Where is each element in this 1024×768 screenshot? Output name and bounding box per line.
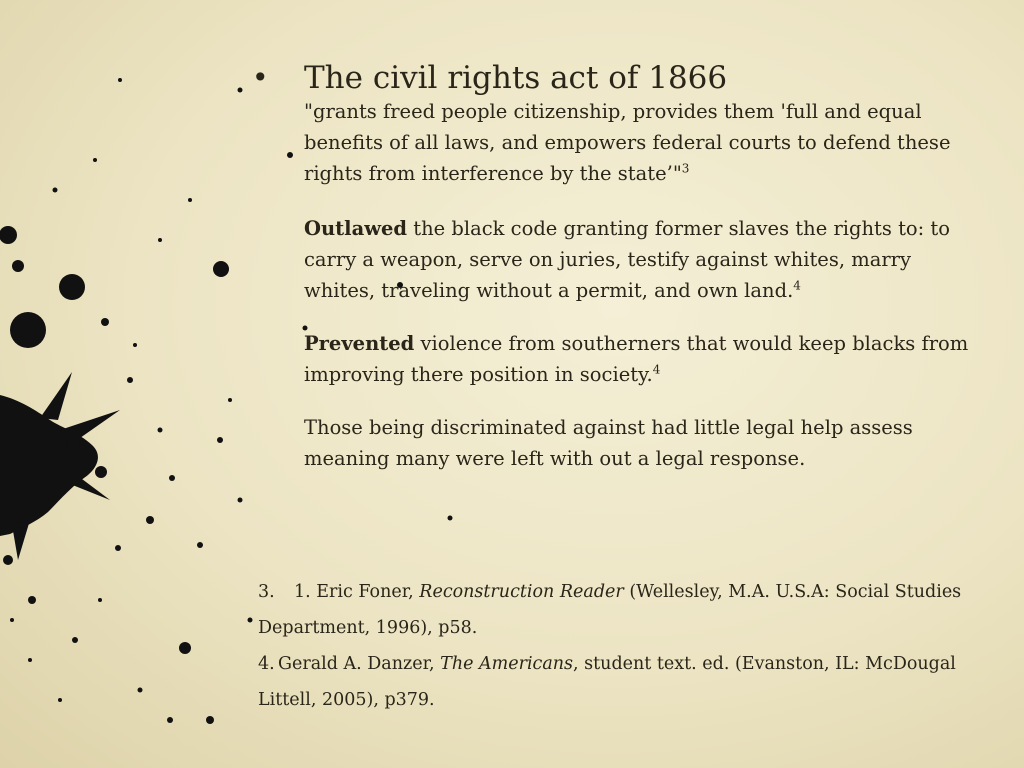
prevented-text: violence from southerners that would keep blacks from improving there position in society.: [304, 332, 969, 386]
bullet-point: •: [252, 61, 269, 94]
reference-rest: , student text. ed. (Evanston, IL: McDougal Littell, 2005), p379.: [258, 654, 956, 710]
reference-prefix: 1. Eric Foner,: [294, 582, 420, 602]
reference-4: [258, 646, 978, 718]
outlawed-paragraph: [304, 213, 984, 306]
reference-title: Reconstruction Reader: [419, 582, 624, 602]
slide-content: [304, 60, 984, 474]
slide-title: The civil rights act of 1866: [304, 60, 728, 96]
outlawed-text: the black code granting former slaves the rights to: to carry a weapon, serve on juries, testify against whites, marry whites, traveling without a permit, and own land.: [304, 217, 950, 302]
reference-prefix: Gerald A. Danzer,: [278, 654, 441, 674]
outlawed-footnote-ref: 4: [793, 278, 801, 293]
closing-paragraph: Those being discriminated against had little legal help assess meaning many were left with out a legal response.: [304, 416, 913, 470]
reference-number: 4.: [258, 654, 275, 674]
references: [258, 574, 978, 718]
prevented-paragraph: [304, 328, 984, 390]
act-quote: [304, 96, 984, 189]
outlawed-bold: Outlawed: [304, 217, 408, 240]
prevented-bold: Prevented: [304, 332, 415, 355]
reference-number: 3.: [258, 582, 275, 602]
act-quote-text: "grants freed people citizenship, provides them 'full and equal benefits of all laws, and empowers federal courts to defend these rights from interference by the state’": [304, 100, 951, 185]
reference-title: The Americans: [440, 654, 574, 674]
reference-rest: (Wellesley, M.A. U.S.A: Social Studies Department, 1996), p58.: [258, 582, 962, 638]
quote-footnote-ref: 3: [681, 161, 690, 176]
reference-3: [258, 574, 978, 646]
prevented-footnote-ref: 4: [652, 362, 661, 377]
